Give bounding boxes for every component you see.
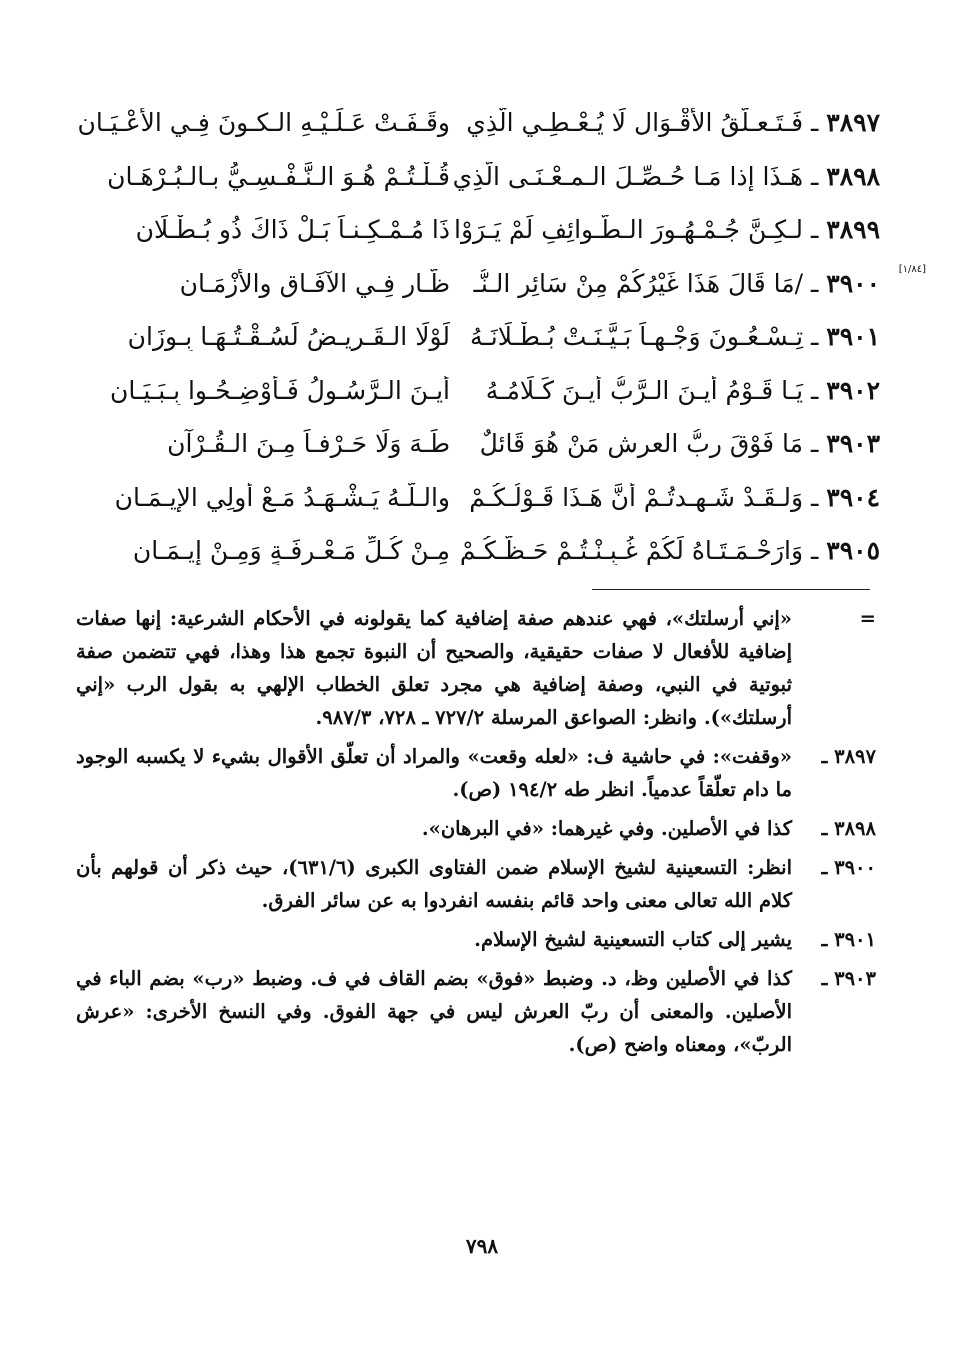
verse-first-hemistich — [450, 536, 880, 565]
verse-dash: ـ — [803, 215, 827, 245]
verse-first-hemistich — [450, 429, 880, 458]
footnote-number: ٣٩٠٣ ـ — [821, 967, 876, 990]
footnote — [76, 962, 876, 1061]
footnote-number: ٣٩٠٠ ـ — [821, 856, 876, 879]
footnote — [76, 923, 876, 956]
footnote — [76, 851, 876, 917]
verse-row — [70, 150, 880, 204]
verse-dash: ـ — [803, 536, 827, 566]
footnotes — [76, 602, 876, 1067]
verse-row — [70, 310, 880, 364]
verse-first-text: يَـا قَـوْمُ أَيـنَ الـرَّبُّ أَيـنَ كَـلَامُـهُ — [485, 375, 804, 405]
verse-number: ٣٩٠٤ — [826, 482, 880, 512]
verse-dash: ـ — [803, 108, 827, 138]
footnote-text: يشير إلى كتاب التسعينية لشيخ الإسلام. — [474, 928, 792, 951]
footnote-text: انظر: التسعينية لشيخ الإسلام ضمن الفتاوى الكبرى (٦٣١/٦)، حيث ذكر أن قولهم بأن كلام الله تعالى معنى واحد قائم بنفسه انفردوا به عن سائر الفرق. — [76, 856, 792, 912]
margin-reference: [١/٨٤] — [898, 264, 926, 275]
verse-number: ٣٩٠١ — [826, 322, 880, 352]
verse-row — [70, 203, 880, 257]
verse-dash: ـ — [803, 375, 827, 405]
verse-second-hemistich: وقَـفَـتْ عَـلَـيْـهِ الـكـونَ فِـي الأَعْـيَـانِ — [77, 108, 450, 138]
verse-first-text: مَا فَوْقَ ربُّ العرشِ مَنْ هُوَ قَائلٌ — [479, 429, 804, 459]
verse-second-hemistich: ظَّـارِ فِـي الآفَـاقِ والأَزْمَـانِ — [179, 268, 450, 298]
verse-first-hemistich — [450, 269, 880, 298]
footnote-separator — [592, 589, 870, 590]
footnote-text: «إني أرسلتك»، فهي عندهم صفة إضافية كما يقولونه في الأحكام الشرعية: إنها صفات إضافية للأفعال لا صفات حقيقية، والصحيح أن النبوة تجمع هذا وهذا، فهي تتضمن صفة ثبوتية في النبي، وصفة إضافية هي مجرد تعلق الخطاب الإلهي به بقول الرب «إني أرسلتك»). وانظر: الصواعق المرسلة ٧٢٧/٢ ـ ٧٢٨، ٩٨٧/٣. — [76, 607, 792, 729]
footnote-number: ٣٨٩٨ ـ — [821, 817, 876, 840]
verse-row — [70, 471, 880, 525]
verse-second-hemistich: والـلَّـهُ يَـشْـهَـدُ مَـعْ أُولِي الإِيـمَـانِ — [114, 482, 450, 512]
verse-number: ٣٨٩٩ — [826, 215, 880, 245]
footnote-number: ٣٩٠١ ـ — [821, 928, 876, 951]
page-number: ٧٩٨ — [465, 1234, 499, 1258]
verse-number: ٣٩٠٥ — [826, 536, 880, 566]
footnote — [76, 812, 876, 845]
verse-first-text: وَلـقَـدْ شَـهِـدتُـمْ أَنَّ هَـذَا قَـوْلُـكُـمْ — [469, 482, 804, 512]
verse-number: ٣٨٩٧ — [826, 108, 880, 138]
verses-block — [70, 96, 880, 578]
verse-row — [70, 524, 880, 578]
verse-second-hemistich: طَـهَ وَلَا حَـرْفـاً مِـنَ الـقُـرْآنِ — [167, 429, 450, 459]
verse-first-text: /مَا قَالَ هَذَا غَيْرُكُمْ مِنْ سَائِرِ الـنُّـ — [473, 268, 804, 298]
verse-second-hemistich: مِـنْ كُـلِّ مَـعْـرِفَـةٍ وَمِـنْ إِيـمَـانِ — [132, 536, 450, 566]
verse-first-hemistich — [450, 108, 880, 137]
verse-first-hemistich — [450, 376, 880, 405]
verse-first-hemistich — [450, 322, 880, 351]
verse-second-hemistich: أَيـنَ الـرَّسُـولُ فَـأَوْضِـحُـوا بِـبَـيَـانِ — [110, 375, 450, 405]
verse-first-hemistich — [450, 215, 880, 244]
footnote-number: ٣٨٩٧ ـ — [821, 745, 876, 768]
verse-row — [70, 417, 880, 471]
verse-first-text: تِـسْـعُـونَ وَجْـهـاً بَـيَّـنَـتْ بُـطْـلَانَـهُ — [470, 322, 804, 352]
verse-number: ٣٩٠٠ — [826, 268, 880, 298]
verse-row — [70, 257, 880, 311]
verse-dash: ـ — [803, 161, 827, 191]
verse-dash: ـ — [803, 482, 827, 512]
verse-dash: ـ — [803, 268, 827, 298]
footnote-text: كذا في الأصلين وظ، د. وضبط «فوق» بضم القاف في ف. وضبط «رب» بضم الباء في الأصلين. والمعنى أن ربّ العرش ليس في جهة الفوق. وفي النسخ الأخرى: «عرش الربّ»، ومعناه واضح (ص). — [76, 967, 792, 1056]
verse-first-text: هَـذَا إذا مَـا حُـصِّـلَ الـمـعْـنَـى الَّذِي — [452, 161, 804, 191]
verse-row — [70, 364, 880, 418]
verse-first-hemistich — [450, 483, 880, 512]
verse-number: ٣٨٩٨ — [826, 161, 880, 191]
verse-first-text: وَارَحْـمَـتَـاهُ لَكُمْ غُـبِـنْـتُـمْ حَـظَّـكُـمْ — [459, 536, 804, 566]
footnote — [76, 602, 876, 734]
footnote — [76, 740, 876, 806]
verse-second-hemistich: لَوْلَا الـقَـرِيـضُ لَسُـقْـتُـهَـا بِـوِزَانِ — [127, 322, 450, 352]
verse-first-text: فَـتَـعـلُّقُ الأَقْـوَالِ لَا يُـعْـطِـي الَّذِي — [466, 108, 804, 138]
verse-number: ٣٩٠٢ — [826, 375, 880, 405]
verse-second-hemistich: ذَا مُـمْـكِـنـاً بَـلْ ذَاكَ ذُو بُـطْـلَانِ — [135, 215, 450, 245]
verse-row — [70, 96, 880, 150]
footnote-text: «وقفت»: في حاشية ف: «لعله وقعت» والمراد أن تعلّق الأقوال بشيء لا يكسبه الوجود ما دام تعلّقاً عدمياً. انظر طه ١٩٤/٢ (ص). — [76, 745, 792, 801]
footnote-number: = — [859, 607, 876, 630]
verse-second-hemistich: قُـلْـتُـمْ هُـوَ الـنَّـفْـسِـيُّ بـالـبُـرْهَـانِ — [107, 161, 450, 191]
verse-first-text: لـكِـنَّ جُـمْـهُـورَ الـطَّـوائِفِ لَمْ يَـرَوْا — [454, 215, 804, 245]
verse-dash: ـ — [803, 429, 827, 459]
verse-number: ٣٩٠٣ — [826, 429, 880, 459]
footnote-text: كذا في الأصلين. وفي غيرهما: «في البرهان». — [421, 817, 792, 840]
verse-first-hemistich — [450, 162, 880, 191]
verse-dash: ـ — [803, 322, 827, 352]
